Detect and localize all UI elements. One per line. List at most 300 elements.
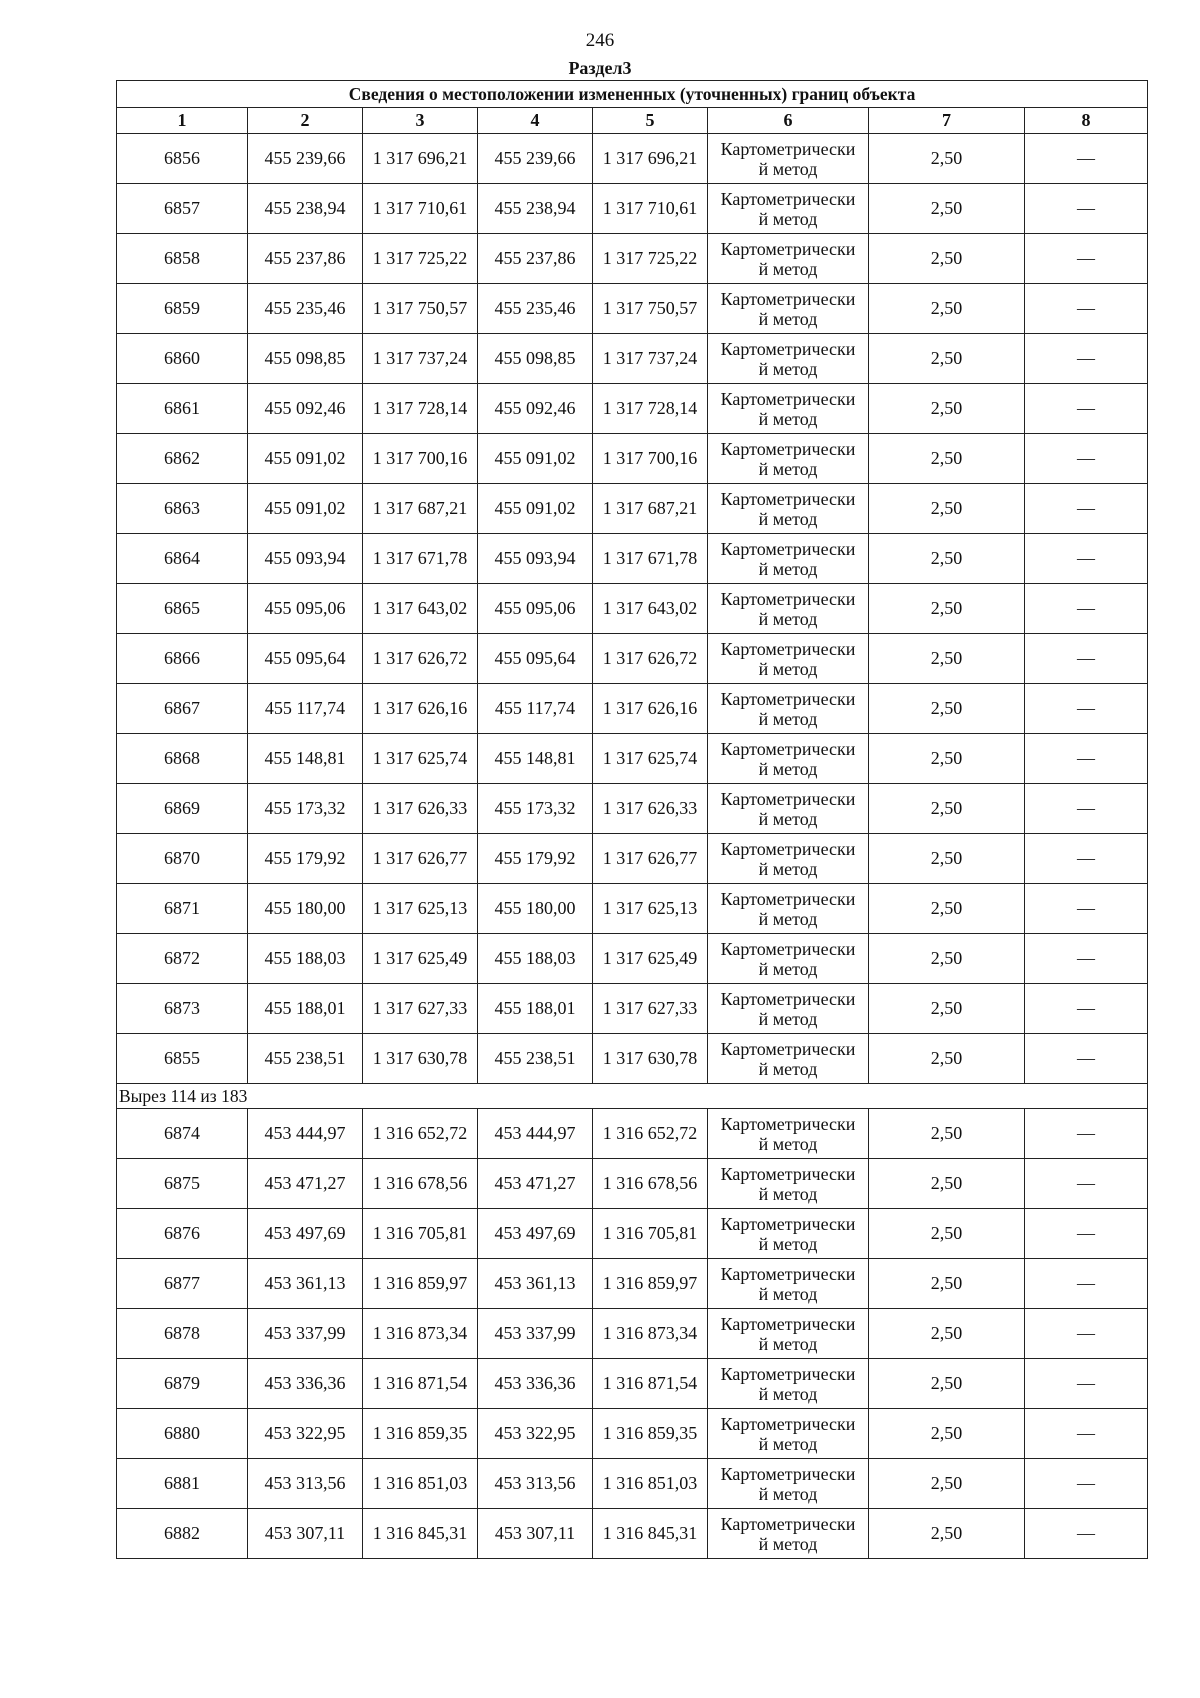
method-line: Картометрически [720,188,856,209]
method-cell [708,1159,869,1209]
description-value: — [1025,384,1148,434]
y-coordinate: 1 316 873,34 [363,1309,478,1359]
point-number: 6859 [117,284,248,334]
table-row [117,1359,1148,1409]
method-cell [708,184,869,234]
x-coordinate-refined: 455 117,74 [478,684,593,734]
x-coordinate-refined: 455 093,94 [478,534,593,584]
x-coordinate-refined: 453 497,69 [478,1209,593,1259]
description-value: — [1025,934,1148,984]
method-line: Картометрически [720,238,856,259]
x-coordinate-refined: 455 180,00 [478,884,593,934]
y-coordinate: 1 317 700,16 [363,434,478,484]
column-header-row [117,108,1148,134]
y-coordinate-refined: 1 317 700,16 [593,434,708,484]
table-row [117,584,1148,634]
accuracy-value: 2,50 [869,384,1025,434]
point-number: 6864 [117,534,248,584]
method-line: Картометрически [720,638,856,659]
point-number: 6873 [117,984,248,1034]
page-number: 246 [585,30,615,51]
x-coordinate: 453 336,36 [248,1359,363,1409]
accuracy-value: 2,50 [869,1459,1025,1509]
y-coordinate: 1 317 710,61 [363,184,478,234]
x-coordinate-refined: 455 092,46 [478,384,593,434]
x-coordinate-refined: 455 091,02 [478,484,593,534]
section-title: Раздел3 [568,58,632,78]
description-value: — [1025,1309,1148,1359]
y-coordinate: 1 317 725,22 [363,234,478,284]
y-coordinate-refined: 1 316 859,97 [593,1259,708,1309]
accuracy-value: 2,50 [869,1109,1025,1159]
accuracy-value: 2,50 [869,484,1025,534]
method-cell [708,534,869,584]
table-row [117,1034,1148,1084]
method-line: й метод [758,958,818,979]
point-number: 6872 [117,934,248,984]
method-line: й метод [758,1533,818,1554]
description-value: — [1025,484,1148,534]
method-line: й метод [758,708,818,729]
x-coordinate: 455 095,06 [248,584,363,634]
column-header: 4 [478,108,593,134]
x-coordinate: 455 098,85 [248,334,363,384]
x-coordinate-refined: 453 336,36 [478,1359,593,1409]
y-coordinate: 1 316 652,72 [363,1109,478,1159]
point-number: 6861 [117,384,248,434]
y-coordinate-refined: 1 316 873,34 [593,1309,708,1359]
x-coordinate: 453 471,27 [248,1159,363,1209]
table-row [117,534,1148,584]
table-row [117,884,1148,934]
table-row [117,284,1148,334]
description-value: — [1025,334,1148,384]
y-coordinate-refined: 1 317 671,78 [593,534,708,584]
y-coordinate: 1 317 626,72 [363,634,478,684]
y-coordinate-refined: 1 316 845,31 [593,1509,708,1559]
y-coordinate-refined: 1 317 643,02 [593,584,708,634]
point-number: 6863 [117,484,248,534]
accuracy-value: 2,50 [869,534,1025,584]
method-line: й метод [758,458,818,479]
x-coordinate: 455 180,00 [248,884,363,934]
method-line: Картометрически [720,288,856,309]
description-value: — [1025,784,1148,834]
y-coordinate: 1 317 630,78 [363,1034,478,1084]
point-number: 6862 [117,434,248,484]
accuracy-value: 2,50 [869,1509,1025,1559]
method-line: Картометрически [720,1413,856,1434]
method-line: й метод [758,158,818,179]
y-coordinate: 1 317 643,02 [363,584,478,634]
x-coordinate-refined: 455 188,01 [478,984,593,1034]
table-row [117,1259,1148,1309]
description-value: — [1025,1034,1148,1084]
point-number: 6881 [117,1459,248,1509]
point-number: 6868 [117,734,248,784]
accuracy-value: 2,50 [869,134,1025,184]
method-cell [708,1509,869,1559]
x-coordinate: 453 444,97 [248,1109,363,1159]
y-coordinate: 1 317 737,24 [363,334,478,384]
x-coordinate-refined: 453 337,99 [478,1309,593,1359]
description-value: — [1025,1409,1148,1459]
method-line: й метод [758,1283,818,1304]
y-coordinate: 1 317 626,77 [363,834,478,884]
x-coordinate: 455 173,32 [248,784,363,834]
method-line: й метод [758,608,818,629]
y-coordinate: 1 316 678,56 [363,1159,478,1209]
table-row [117,1309,1148,1359]
method-line: й метод [758,358,818,379]
method-cell [708,1359,869,1409]
accuracy-value: 2,50 [869,1359,1025,1409]
description-value: — [1025,1259,1148,1309]
accuracy-value: 2,50 [869,884,1025,934]
method-line: Картометрически [720,138,856,159]
y-coordinate-refined: 1 316 678,56 [593,1159,708,1209]
accuracy-value: 2,50 [869,584,1025,634]
point-number: 6869 [117,784,248,834]
accuracy-value: 2,50 [869,284,1025,334]
y-coordinate-refined: 1 317 737,24 [593,334,708,384]
method-cell [708,484,869,534]
method-cell [708,934,869,984]
point-number: 6874 [117,1109,248,1159]
section-subheader-row [117,1084,1148,1109]
x-coordinate: 453 361,13 [248,1259,363,1309]
method-line: й метод [758,258,818,279]
description-value: — [1025,734,1148,784]
method-cell [708,984,869,1034]
point-number: 6877 [117,1259,248,1309]
method-line: й метод [758,558,818,579]
y-coordinate: 1 317 625,13 [363,884,478,934]
x-coordinate-refined: 453 361,13 [478,1259,593,1309]
y-coordinate-refined: 1 317 626,77 [593,834,708,884]
y-coordinate: 1 317 750,57 [363,284,478,334]
method-line: й метод [758,858,818,879]
y-coordinate: 1 317 696,21 [363,134,478,184]
y-coordinate-refined: 1 317 625,49 [593,934,708,984]
x-coordinate: 455 091,02 [248,434,363,484]
table-row [117,1509,1148,1559]
table-caption: Сведения о местоположении измененных (уточненных) границ объекта [117,81,1148,108]
x-coordinate-refined: 453 471,27 [478,1159,593,1209]
table-row [117,1409,1148,1459]
method-line: Картометрически [720,488,856,509]
y-coordinate: 1 317 687,21 [363,484,478,534]
accuracy-value: 2,50 [869,1159,1025,1209]
y-coordinate-refined: 1 317 696,21 [593,134,708,184]
method-line: й метод [758,1133,818,1154]
y-coordinate: 1 317 728,14 [363,384,478,434]
method-cell [708,1209,869,1259]
accuracy-value: 2,50 [869,784,1025,834]
method-line: й метод [758,1333,818,1354]
x-coordinate-refined: 455 237,86 [478,234,593,284]
table-row [117,984,1148,1034]
y-coordinate: 1 316 845,31 [363,1509,478,1559]
method-line: й метод [758,1058,818,1079]
description-value: — [1025,834,1148,884]
column-header: 1 [117,108,248,134]
method-line: Картометрически [720,888,856,909]
x-coordinate-refined: 455 095,06 [478,584,593,634]
column-header: 6 [708,108,869,134]
method-cell [708,784,869,834]
x-coordinate: 455 148,81 [248,734,363,784]
x-coordinate-refined: 455 238,94 [478,184,593,234]
y-coordinate-refined: 1 316 652,72 [593,1109,708,1159]
table-row [117,634,1148,684]
y-coordinate-refined: 1 316 871,54 [593,1359,708,1409]
table-row [117,334,1148,384]
point-number: 6882 [117,1509,248,1559]
method-cell [708,1459,869,1509]
accuracy-value: 2,50 [869,734,1025,784]
y-coordinate: 1 317 626,16 [363,684,478,734]
table-row [117,834,1148,884]
accuracy-value: 2,50 [869,1259,1025,1309]
method-line: й метод [758,1183,818,1204]
accuracy-value: 2,50 [869,334,1025,384]
accuracy-value: 2,50 [869,1209,1025,1259]
method-line: й метод [758,658,818,679]
method-line: Картометрически [720,838,856,859]
x-coordinate-refined: 455 098,85 [478,334,593,384]
accuracy-value: 2,50 [869,1309,1025,1359]
method-cell [708,834,869,884]
y-coordinate: 1 317 671,78 [363,534,478,584]
table-row [117,484,1148,534]
method-line: Картометрически [720,538,856,559]
description-value: — [1025,184,1148,234]
column-header: 5 [593,108,708,134]
method-line: й метод [758,508,818,529]
method-cell [708,1309,869,1359]
method-cell [708,1259,869,1309]
x-coordinate: 455 179,92 [248,834,363,884]
y-coordinate: 1 316 859,35 [363,1409,478,1459]
column-header: 8 [1025,108,1148,134]
table-row [117,934,1148,984]
y-coordinate-refined: 1 316 851,03 [593,1459,708,1509]
description-value: — [1025,1509,1148,1559]
y-coordinate-refined: 1 317 625,74 [593,734,708,784]
y-coordinate-refined: 1 317 626,33 [593,784,708,834]
method-line: Картометрически [720,1363,856,1384]
y-coordinate-refined: 1 316 859,35 [593,1409,708,1459]
x-coordinate-refined: 453 322,95 [478,1409,593,1459]
point-number: 6857 [117,184,248,234]
method-cell [708,684,869,734]
method-line: й метод [758,1008,818,1029]
x-coordinate: 455 188,01 [248,984,363,1034]
y-coordinate: 1 317 626,33 [363,784,478,834]
point-number: 6856 [117,134,248,184]
x-coordinate: 455 091,02 [248,484,363,534]
y-coordinate: 1 317 627,33 [363,984,478,1034]
description-value: — [1025,584,1148,634]
y-coordinate-refined: 1 317 626,72 [593,634,708,684]
method-line: й метод [758,1233,818,1254]
method-line: Картометрически [720,988,856,1009]
point-number: 6866 [117,634,248,684]
accuracy-value: 2,50 [869,984,1025,1034]
method-line: й метод [758,1383,818,1404]
table-row [117,384,1148,434]
table-row [117,684,1148,734]
x-coordinate: 455 093,94 [248,534,363,584]
method-line: й метод [758,1483,818,1504]
y-coordinate: 1 316 871,54 [363,1359,478,1409]
y-coordinate: 1 316 859,97 [363,1259,478,1309]
method-line: Картометрически [720,1463,856,1484]
point-number: 6865 [117,584,248,634]
description-value: — [1025,1359,1148,1409]
method-cell [708,734,869,784]
method-line: Картометрически [720,588,856,609]
x-coordinate-refined: 455 238,51 [478,1034,593,1084]
x-coordinate: 455 095,64 [248,634,363,684]
column-header: 3 [363,108,478,134]
accuracy-value: 2,50 [869,434,1025,484]
table-row [117,784,1148,834]
accuracy-value: 2,50 [869,1034,1025,1084]
accuracy-value: 2,50 [869,834,1025,884]
description-value: — [1025,1109,1148,1159]
x-coordinate: 455 237,86 [248,234,363,284]
accuracy-value: 2,50 [869,684,1025,734]
y-coordinate-refined: 1 317 626,16 [593,684,708,734]
method-cell [708,134,869,184]
method-line: й метод [758,208,818,229]
point-number: 6870 [117,834,248,884]
point-number: 6858 [117,234,248,284]
method-line: Картометрически [720,1263,856,1284]
method-line: й метод [758,1433,818,1454]
table-row [117,1459,1148,1509]
y-coordinate: 1 316 705,81 [363,1209,478,1259]
method-line: й метод [758,808,818,829]
method-line: Картометрически [720,1513,856,1534]
y-coordinate-refined: 1 317 750,57 [593,284,708,334]
method-line: Картометрически [720,1038,856,1059]
x-coordinate-refined: 455 188,03 [478,934,593,984]
table-row [117,184,1148,234]
x-coordinate: 455 238,94 [248,184,363,234]
x-coordinate-refined: 455 235,46 [478,284,593,334]
point-number: 6878 [117,1309,248,1359]
y-coordinate-refined: 1 317 728,14 [593,384,708,434]
method-cell [708,434,869,484]
x-coordinate: 453 313,56 [248,1459,363,1509]
method-line: Картометрически [720,438,856,459]
description-value: — [1025,1159,1148,1209]
x-coordinate-refined: 453 444,97 [478,1109,593,1159]
point-number: 6876 [117,1209,248,1259]
y-coordinate-refined: 1 317 627,33 [593,984,708,1034]
method-line: Картометрически [720,1113,856,1134]
method-line: Картометрически [720,1163,856,1184]
description-value: — [1025,884,1148,934]
description-value: — [1025,684,1148,734]
accuracy-value: 2,50 [869,184,1025,234]
accuracy-value: 2,50 [869,1409,1025,1459]
y-coordinate-refined: 1 317 630,78 [593,1034,708,1084]
description-value: — [1025,134,1148,184]
point-number: 6860 [117,334,248,384]
method-cell [708,1409,869,1459]
method-line: Картометрически [720,338,856,359]
x-coordinate-refined: 455 239,66 [478,134,593,184]
boundary-coordinates-table [116,80,1148,1559]
method-cell [708,634,869,684]
x-coordinate: 455 239,66 [248,134,363,184]
method-line: й метод [758,758,818,779]
column-header: 7 [869,108,1025,134]
x-coordinate-refined: 453 307,11 [478,1509,593,1559]
method-cell [708,1109,869,1159]
method-line: й метод [758,308,818,329]
x-coordinate: 453 497,69 [248,1209,363,1259]
y-coordinate-refined: 1 316 705,81 [593,1209,708,1259]
method-line: Картометрически [720,1213,856,1234]
point-number: 6871 [117,884,248,934]
y-coordinate: 1 317 625,74 [363,734,478,784]
description-value: — [1025,434,1148,484]
method-cell [708,284,869,334]
x-coordinate: 455 238,51 [248,1034,363,1084]
method-line: Картометрически [720,738,856,759]
method-line: Картометрически [720,938,856,959]
accuracy-value: 2,50 [869,234,1025,284]
y-coordinate-refined: 1 317 687,21 [593,484,708,534]
description-value: — [1025,534,1148,584]
method-line: й метод [758,908,818,929]
method-cell [708,584,869,634]
method-line: Картометрически [720,1313,856,1334]
section-subheader: Вырез 114 из 183 [117,1084,1148,1109]
x-coordinate: 453 337,99 [248,1309,363,1359]
method-cell [708,334,869,384]
table-row [117,1109,1148,1159]
x-coordinate-refined: 455 091,02 [478,434,593,484]
method-line: й метод [758,408,818,429]
point-number: 6875 [117,1159,248,1209]
accuracy-value: 2,50 [869,634,1025,684]
table-row [117,234,1148,284]
y-coordinate-refined: 1 317 725,22 [593,234,708,284]
point-number: 6879 [117,1359,248,1409]
description-value: — [1025,984,1148,1034]
x-coordinate-refined: 455 095,64 [478,634,593,684]
method-cell [708,884,869,934]
x-coordinate: 455 092,46 [248,384,363,434]
point-number: 6855 [117,1034,248,1084]
y-coordinate: 1 316 851,03 [363,1459,478,1509]
description-value: — [1025,1209,1148,1259]
method-cell [708,234,869,284]
method-line: Картометрически [720,788,856,809]
x-coordinate-refined: 455 173,32 [478,784,593,834]
x-coordinate: 455 235,46 [248,284,363,334]
table-row [117,1209,1148,1259]
table-row [117,734,1148,784]
description-value: — [1025,284,1148,334]
x-coordinate-refined: 455 179,92 [478,834,593,884]
